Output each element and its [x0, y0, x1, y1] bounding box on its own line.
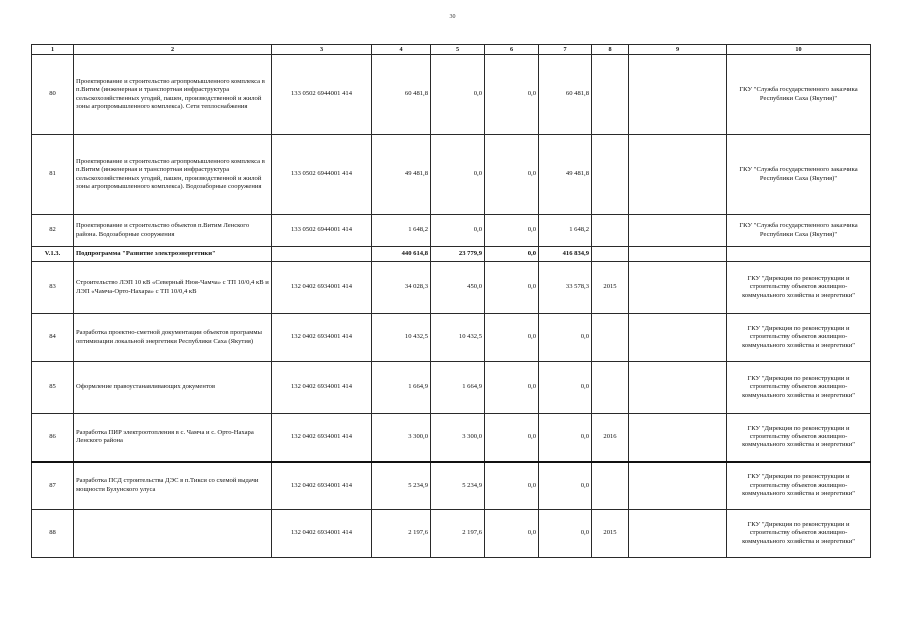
customer-cell: ГКУ "Служба государственного заказчика Республики Саха (Якутия)": [727, 215, 871, 247]
amount-col6: 0,0: [485, 135, 539, 215]
amount-col5: 10 432,5: [431, 314, 485, 362]
col9-cell: [629, 55, 727, 135]
column-header-4: 4: [372, 45, 431, 55]
column-header-1: 1: [32, 45, 74, 55]
year-cell: 2015: [592, 510, 629, 558]
table-row: [32, 55, 871, 135]
row-number: 81: [32, 135, 74, 215]
year-cell: [592, 135, 629, 215]
table-row: [32, 414, 871, 462]
budget-code: 133 0502 6944001 414: [272, 55, 372, 135]
amount-col6: 0,0: [485, 462, 539, 510]
year-cell: [592, 462, 629, 510]
amount-col6: 0,0: [485, 262, 539, 314]
amount-col5: 3 300,0: [431, 414, 485, 462]
table-row: [32, 215, 871, 247]
column-header-10: 10: [727, 45, 871, 55]
table-row: [32, 362, 871, 414]
column-header-3: 3: [272, 45, 372, 55]
amount-col6: 0,0: [485, 414, 539, 462]
column-header-2: 2: [74, 45, 272, 55]
total-amount: 49 481,8: [372, 135, 431, 215]
customer-cell: ГКУ "Дирекция по реконструкции и строительству объектов жилищно-коммунального хозяйства и энергетики": [727, 510, 871, 558]
customer-cell: ГКУ "Дирекция по реконструкции и строительству объектов жилищно-коммунального хозяйства и энергетики": [727, 314, 871, 362]
budget-code: 132 0402 6934001 414: [272, 414, 372, 462]
column-header-9: 9: [629, 45, 727, 55]
amount-col7: 0,0: [539, 510, 592, 558]
subprogram-row: [32, 247, 871, 262]
amount-col5: 0,0: [431, 135, 485, 215]
row-number: 87: [32, 462, 74, 510]
row-number: 83: [32, 262, 74, 314]
col9-cell: [629, 314, 727, 362]
total-amount: 34 028,3: [372, 262, 431, 314]
col9-cell: [629, 362, 727, 414]
budget-code: [272, 247, 372, 262]
row-number: 80: [32, 55, 74, 135]
row-name: Оформление правоустанавливающих документов: [74, 362, 272, 414]
total-amount: 5 234,9: [372, 462, 431, 510]
row-number: 85: [32, 362, 74, 414]
budget-code: 132 0402 6934001 414: [272, 362, 372, 414]
amount-col5: 23 779,9: [431, 247, 485, 262]
row-number: 82: [32, 215, 74, 247]
row-number: 86: [32, 414, 74, 462]
amount-col5: 2 197,6: [431, 510, 485, 558]
total-amount: 1 664,9: [372, 362, 431, 414]
customer-cell: ГКУ "Служба государственного заказчика Республики Саха (Якутия)": [727, 135, 871, 215]
amount-col7: 33 578,3: [539, 262, 592, 314]
amount-col6: 0,0: [485, 510, 539, 558]
col9-cell: [629, 135, 727, 215]
budget-code: 132 0402 6934001 414: [272, 510, 372, 558]
customer-cell: [727, 247, 871, 262]
customer-cell: ГКУ "Дирекция по реконструкции и строительству объектов жилищно-коммунального хозяйства и энергетики": [727, 414, 871, 462]
amount-col6: 0,0: [485, 314, 539, 362]
col9-cell: [629, 462, 727, 510]
row-name: Разработка проектно-сметной документации объектов программы оптимизации локальной энергетики Республики Саха (Якутия): [74, 314, 272, 362]
year-cell: [592, 215, 629, 247]
budget-code: 132 0402 6934001 414: [272, 462, 372, 510]
amount-col7: 60 481,8: [539, 55, 592, 135]
row-name: Разработка ПИР электроотопления в с. Чамча и с. Орто-Нахара Ленского района: [74, 414, 272, 462]
year-cell: [592, 55, 629, 135]
column-header-7: 7: [539, 45, 592, 55]
amount-col6: 0,0: [485, 247, 539, 262]
total-amount: 3 300,0: [372, 414, 431, 462]
budget-code: 133 0502 6944001 414: [272, 135, 372, 215]
table-row: [32, 135, 871, 215]
row-name: [74, 510, 272, 558]
col9-cell: [629, 262, 727, 314]
col9-cell: [629, 215, 727, 247]
customer-cell: ГКУ "Дирекция по реконструкции и строительству объектов жилищно-коммунального хозяйства и энергетики": [727, 462, 871, 510]
row-name: Проектирование и строительство объектов п.Витим Ленского района. Водозаборные сооружения: [74, 215, 272, 247]
total-amount: 2 197,6: [372, 510, 431, 558]
column-header-5: 5: [431, 45, 485, 55]
row-name: Подпрограмма "Развитие электроэнергетики": [74, 247, 272, 262]
table-row: [32, 462, 871, 510]
year-cell: [592, 362, 629, 414]
year-cell: [592, 247, 629, 262]
table-body: [32, 55, 871, 558]
amount-col7: 0,0: [539, 414, 592, 462]
row-name: Проектирование и строительство агропромышленного комплекса в п.Витим (инженерная и транспортная инфраструктура сельскохозяйственных угодий, пашен, производственной и жилой зоны агропромышленного комплекса). Сети теплоснабжения: [74, 55, 272, 135]
table-row: [32, 510, 871, 558]
amount-col6: 0,0: [485, 55, 539, 135]
amount-col7: 1 648,2: [539, 215, 592, 247]
amount-col5: 0,0: [431, 55, 485, 135]
col9-cell: [629, 247, 727, 262]
row-name: Строительство ЛЭП 10 кВ «Северный Нюя-Чамча» с ТП 10/0,4 кВ и ЛЭП «Чамча-Орто-Нахара» с ТП 10/0,4 кВ: [74, 262, 272, 314]
amount-col7: 49 481,8: [539, 135, 592, 215]
amount-col7: 0,0: [539, 462, 592, 510]
year-cell: [592, 314, 629, 362]
column-header-6: 6: [485, 45, 539, 55]
col9-cell: [629, 510, 727, 558]
row-name: Проектирование и строительство агропромышленного комплекса в п.Витим (инженерная и транспортная инфраструктура сельскохозяйственных угодий, пашен, производственной и жилой зоны агропромышленного комплекса). Водозаборные сооружения: [74, 135, 272, 215]
amount-col7: 416 834,9: [539, 247, 592, 262]
amount-col6: 0,0: [485, 362, 539, 414]
table-row: [32, 262, 871, 314]
amount-col5: 0,0: [431, 215, 485, 247]
amount-col6: 0,0: [485, 215, 539, 247]
program-table: [31, 44, 871, 558]
amount-col7: 0,0: [539, 362, 592, 414]
amount-col7: 0,0: [539, 314, 592, 362]
total-amount: 1 648,2: [372, 215, 431, 247]
total-amount: 10 432,5: [372, 314, 431, 362]
customer-cell: ГКУ "Дирекция по реконструкции и строительству объектов жилищно-коммунального хозяйства и энергетики": [727, 262, 871, 314]
customer-cell: ГКУ "Служба государственного заказчика Республики Саха (Якутия)": [727, 55, 871, 135]
amount-col5: 5 234,9: [431, 462, 485, 510]
page-number: 30: [449, 14, 456, 20]
customer-cell: ГКУ "Дирекция по реконструкции и строительству объектов жилищно-коммунального хозяйства и энергетики": [727, 362, 871, 414]
total-amount: 60 481,8: [372, 55, 431, 135]
amount-col5: 450,0: [431, 262, 485, 314]
year-cell: 2016: [592, 414, 629, 462]
budget-code: 132 0402 6934001 414: [272, 314, 372, 362]
budget-code: 132 0402 6934001 414: [272, 262, 372, 314]
header-row: [32, 45, 871, 55]
row-name: Разработка ПСД строительства ДЭС в п.Тикси со схемой выдачи мощности Булунского улуса: [74, 462, 272, 510]
table-row: [32, 314, 871, 362]
col9-cell: [629, 414, 727, 462]
column-header-8: 8: [592, 45, 629, 55]
row-number: 88: [32, 510, 74, 558]
amount-col5: 1 664,9: [431, 362, 485, 414]
budget-code: 133 0502 6944001 414: [272, 215, 372, 247]
year-cell: 2015: [592, 262, 629, 314]
row-number: 84: [32, 314, 74, 362]
row-number: V.1.3.: [32, 247, 74, 262]
total-amount: 440 614,8: [372, 247, 431, 262]
